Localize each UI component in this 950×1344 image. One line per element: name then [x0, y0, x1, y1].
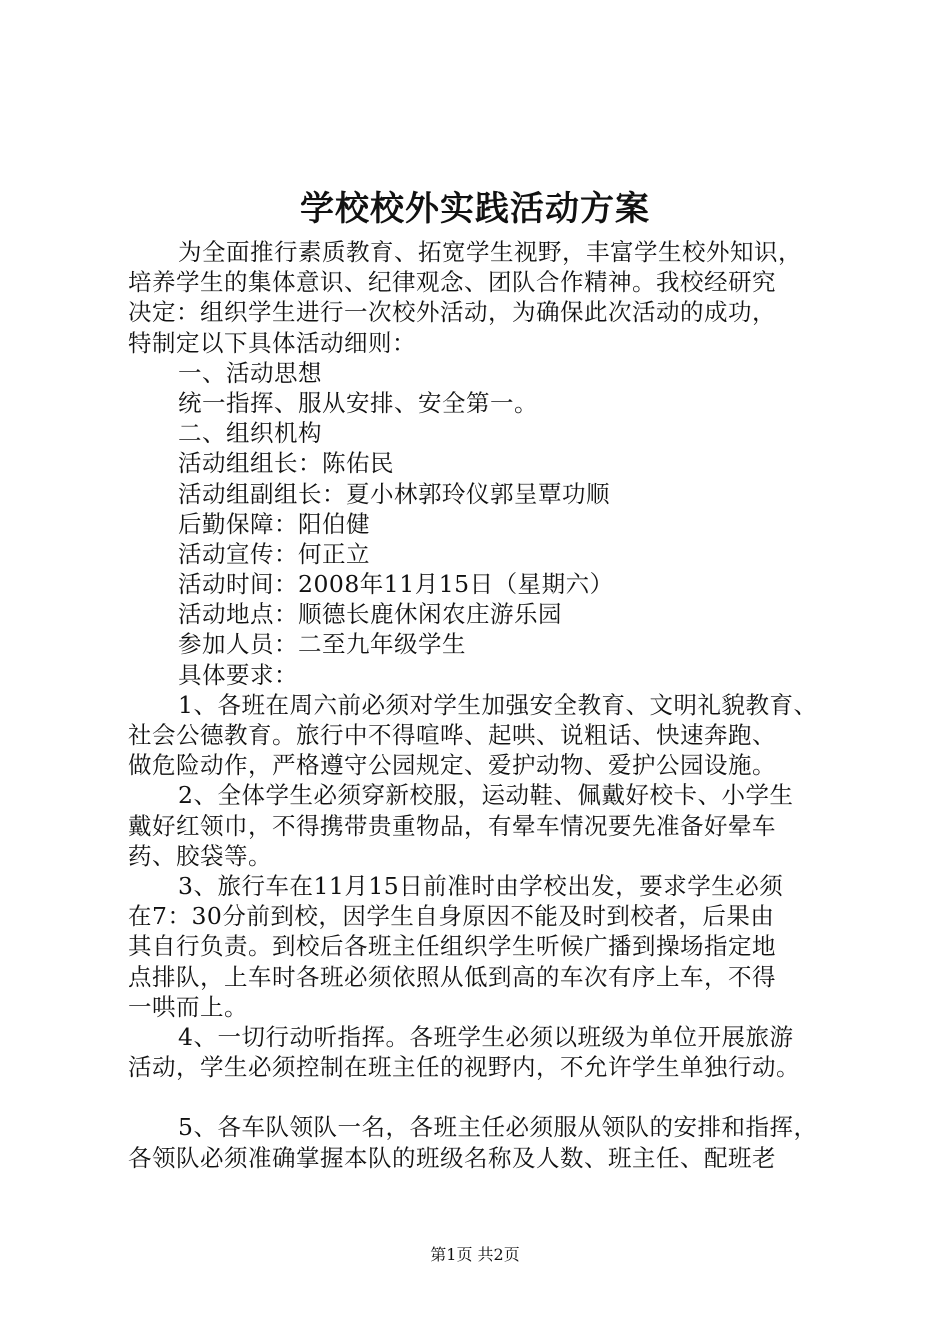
text-line: 活动组组长：陈佑民 [178, 449, 394, 478]
text-line: 为全面推行素质教育、拓宽学生视野，丰富学生校外知识， [178, 238, 802, 266]
text-line: 活动地点：顺德长鹿休闲农庄游乐园 [178, 600, 562, 629]
text-line: 参加人员：二至九年级学生 [178, 630, 466, 659]
text-line: 一、活动思想 [178, 358, 322, 387]
text-line: 具体要求： [178, 660, 298, 689]
text-line: 点排队，上车时各班必须依照从低到高的车次有序上车，不得 [128, 962, 776, 991]
text-line: 决定：组织学生进行一次校外活动，为确保此次活动的成功， [128, 298, 776, 327]
text-line: 活动组副组长：夏小林郭玲仪郭呈覃功顺 [178, 479, 610, 508]
text-line: 在7：30分前到校，因学生自身原因不能及时到校者，后果由 [128, 902, 775, 931]
blank-line [128, 1082, 838, 1112]
text-line: 活动宣传：何正立 [178, 539, 370, 568]
text-line: 戴好红领巾，不得携带贵重物品，有晕车情况要先准备好晕车 [128, 811, 776, 840]
text-line: 药、胶袋等。 [128, 841, 272, 870]
text-line: 一哄而上。 [128, 992, 248, 1021]
text-line: 1、各班在周六前必须对学生加强安全教育、文明礼貌教育、 [178, 690, 818, 719]
text-line: 2、全体学生必须穿新校服，运动鞋、佩戴好校卡、小学生 [178, 781, 794, 810]
text-line: 各领队必须准确掌握本队的班级名称及人数、班主任、配班老 [128, 1143, 776, 1172]
text-line: 活动，学生必须控制在班主任的视野内，不允许学生单独行动。 [128, 1053, 800, 1082]
document-title: 学校校外实践活动方案 [300, 189, 650, 229]
text-line: 社会公德教育。旅行中不得喧哗、起哄、说粗话、快速奔跑、 [128, 721, 776, 749]
text-line: 5、各车队领队一名，各班主任必须服从领队的安排和指挥， [178, 1113, 818, 1142]
document-body [128, 237, 838, 1173]
text-line: 其自行负责。到校后各班主任组织学生听候广播到操场指定地 [128, 932, 776, 961]
text-line: 培养学生的集体意识、纪律观念、团队合作精神。我校经研究 [128, 268, 776, 297]
text-line: 3、旅行车在11月15日前准时由学校出发，要求学生必须 [178, 871, 784, 900]
text-line: 二、组织机构 [178, 419, 322, 448]
text-line: 做危险动作，严格遵守公园规定、爱护动物、爱护公园设施。 [128, 751, 776, 780]
page-footer: 第1页 共2页 [430, 1245, 520, 1264]
text-line: 后勤保障：阳伯健 [178, 509, 370, 538]
text-line: 统一指挥、服从安排、安全第一。 [178, 388, 538, 417]
text-line: 4、一切行动听指挥。各班学生必须以班级为单位开展旅游 [178, 1022, 794, 1051]
text-line: 活动时间：2008年11月15日（星期六） [178, 570, 614, 599]
text-line: 特制定以下具体活动细则： [128, 328, 416, 357]
